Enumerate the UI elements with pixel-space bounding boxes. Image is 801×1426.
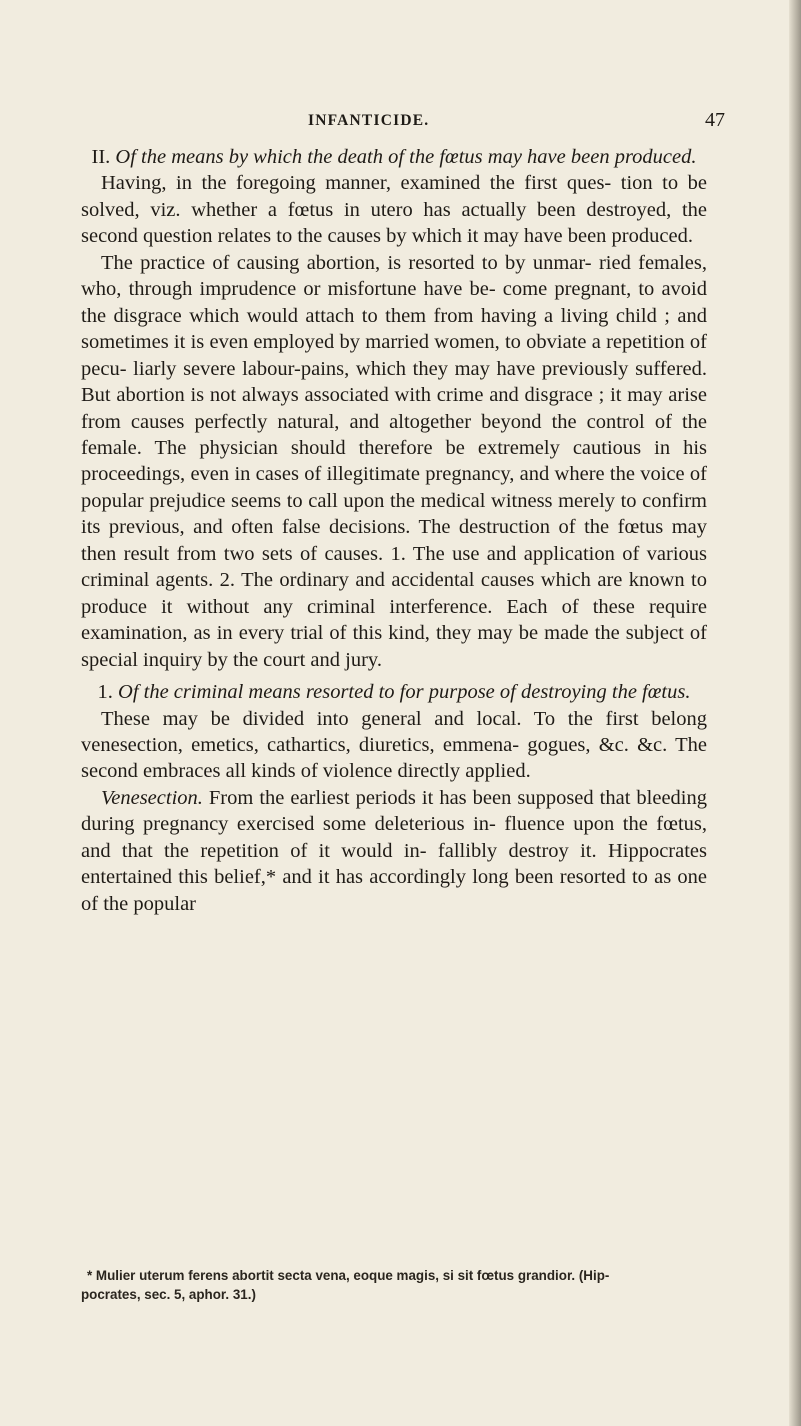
subsection-heading-text: Of the criminal means resorted to for purpose of destroying the fœtus. [118, 681, 691, 704]
paragraph-practice-of-abortion: The practice of causing abortion, is resorted to by unmar- ried females, who, through imprudence or misfortune have be- come pregnant, to avoid the disgrace which would attach to them from having a living child ; and sometimes it is even employed by married women, to obviate a repetition of pecu- liarly severe labour-pains, which they may have previously suffered. But abortion is not always associated with crime and disgrace ; it may arise from causes perfectly natural, and altogether beyond the control of the female. The physician should therefore be extremely cautious in his proceedings, even in cases of illegitimate pregnancy, and where the voice of popular prejudice seems to call upon the medical witness merely to confirm its previous, and often false decisions. The destruction of the fœtus may then result from two sets of causes. 1. The use and application of various criminal agents. 2. The ordinary and accidental causes which are known to produce it without any criminal interference. Each of these require examination, as in every trial of this kind, they may be made the subject of special inquiry by the court and jury. [81, 251, 707, 671]
venesection-text: From the earliest periods it has been supposed that bleeding during pregnancy exercised some deleterious in- fluence upon the fœtus, and that the repetition of it would in- fallibly destroy it. Hippocrates entertained this belief,* and it has accordingly long been resorted to as one of the popular [81, 786, 707, 915]
paragraph-foregoing-manner: Having, in the foregoing manner, examined the first ques- tion to be solved, viz. whether a fœtus in utero has actually been destroyed, the second question relates to the causes by which it may have been produced. [81, 172, 707, 248]
venesection-lead: Venesection. [101, 786, 203, 809]
page-number: 47 [705, 109, 725, 131]
footnote-line-2: pocrates, sec. 5, aphor. 31.) [81, 1287, 256, 1302]
section-heading-criminal-means [81, 679, 707, 705]
paragraph-venesection [81, 785, 707, 917]
body-text [81, 144, 707, 917]
section-heading-number: II. [91, 146, 111, 168]
running-title: INFANTICIDE. [308, 112, 430, 129]
subsection-heading-number: 1. [97, 681, 113, 704]
section-heading-text: Of the means by which the death of the fœtus may have been produced. [115, 146, 697, 168]
section-heading-means-of-death [81, 144, 707, 170]
footnote [81, 1266, 707, 1304]
paragraph-general-and-local: These may be divided into general and local. To the first belong venesection, emetics, cathartics, diuretics, emmena- gogues, &c. &c. The second embraces all kinds of violence directly applied. [81, 707, 707, 783]
footnote-line-1: * Mulier uterum ferens abortit secta vena, eoque magis, si sit fœtus grandior. (Hip- [87, 1268, 610, 1283]
page-edge-shadow [789, 0, 801, 1426]
running-head [0, 109, 801, 134]
